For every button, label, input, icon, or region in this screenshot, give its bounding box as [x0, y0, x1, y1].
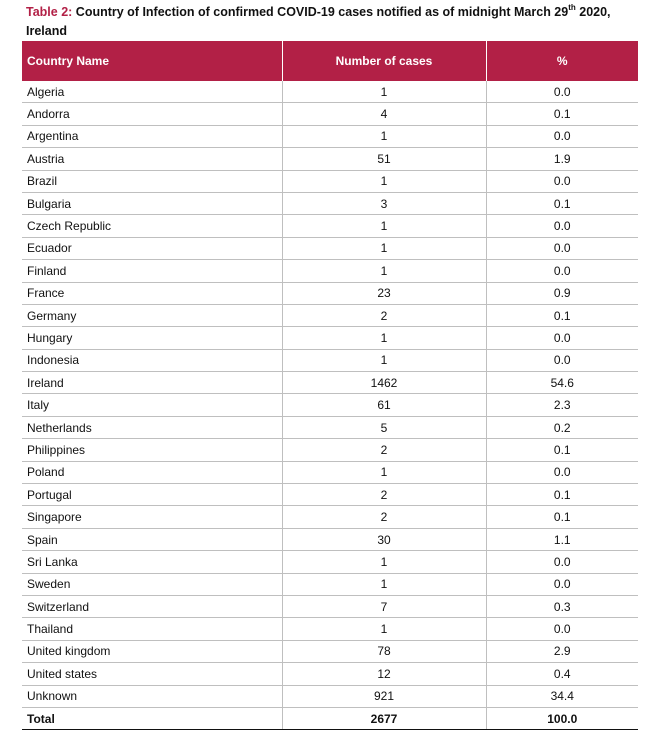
- table-row: [22, 551, 638, 573]
- cell-country-name: France: [22, 282, 282, 304]
- table-row: [22, 192, 638, 214]
- cell-number-of-cases: 4: [282, 103, 486, 125]
- cell-percent: 0.0: [486, 81, 638, 103]
- table-row: [22, 372, 638, 394]
- cell-country-name: Switzerland: [22, 595, 282, 617]
- cell-percent: 0.1: [486, 304, 638, 326]
- cell-number-of-cases: 1: [282, 125, 486, 147]
- table-row: [22, 103, 638, 125]
- cell-country-name: Ecuador: [22, 237, 282, 259]
- total-label: Total: [22, 707, 282, 729]
- cell-percent: 0.0: [486, 618, 638, 640]
- cell-number-of-cases: 51: [282, 148, 486, 170]
- cell-number-of-cases: 1: [282, 551, 486, 573]
- cell-percent: 0.0: [486, 551, 638, 573]
- cell-country-name: Andorra: [22, 103, 282, 125]
- cell-country-name: Philippines: [22, 439, 282, 461]
- cell-number-of-cases: 2: [282, 439, 486, 461]
- cell-country-name: Portugal: [22, 484, 282, 506]
- cell-number-of-cases: 3: [282, 192, 486, 214]
- cases-table: [22, 41, 638, 730]
- cell-country-name: Germany: [22, 304, 282, 326]
- total-row: [22, 707, 638, 729]
- table-caption-label: Table 2:: [26, 5, 73, 19]
- cell-number-of-cases: 23: [282, 282, 486, 304]
- table-caption: [26, 3, 638, 41]
- cell-percent: 0.0: [486, 327, 638, 349]
- table-row: [22, 618, 638, 640]
- cell-country-name: Austria: [22, 148, 282, 170]
- table-row: [22, 595, 638, 617]
- cell-percent: 0.1: [486, 439, 638, 461]
- cell-number-of-cases: 1: [282, 327, 486, 349]
- cell-percent: 1.1: [486, 528, 638, 550]
- cell-percent: 2.9: [486, 640, 638, 662]
- cell-percent: 2.3: [486, 394, 638, 416]
- cell-percent: 0.9: [486, 282, 638, 304]
- cell-country-name: Czech Republic: [22, 215, 282, 237]
- cell-country-name: Argentina: [22, 125, 282, 147]
- header-percent: %: [486, 41, 638, 81]
- table-row: [22, 215, 638, 237]
- cell-country-name: Algeria: [22, 81, 282, 103]
- cell-number-of-cases: 78: [282, 640, 486, 662]
- table-row: [22, 394, 638, 416]
- cell-number-of-cases: 1: [282, 461, 486, 483]
- cell-country-name: Unknown: [22, 685, 282, 707]
- cell-number-of-cases: 921: [282, 685, 486, 707]
- cell-number-of-cases: 2: [282, 506, 486, 528]
- cell-percent: 0.0: [486, 215, 638, 237]
- cell-number-of-cases: 1: [282, 237, 486, 259]
- cell-number-of-cases: 1: [282, 618, 486, 640]
- cell-country-name: Hungary: [22, 327, 282, 349]
- table-row: [22, 573, 638, 595]
- table-row: [22, 685, 638, 707]
- cell-number-of-cases: 2: [282, 304, 486, 326]
- cell-number-of-cases: 1: [282, 349, 486, 371]
- cell-number-of-cases: 1: [282, 260, 486, 282]
- cell-country-name: United states: [22, 663, 282, 685]
- cell-country-name: Brazil: [22, 170, 282, 192]
- cell-percent: 34.4: [486, 685, 638, 707]
- cell-percent: 0.0: [486, 461, 638, 483]
- cell-percent: 0.1: [486, 506, 638, 528]
- cell-country-name: Sweden: [22, 573, 282, 595]
- total-percent: 100.0: [486, 707, 638, 729]
- table-body: [22, 81, 638, 730]
- table-row: [22, 461, 638, 483]
- cell-number-of-cases: 1: [282, 81, 486, 103]
- cell-percent: 54.6: [486, 372, 638, 394]
- cell-country-name: Thailand: [22, 618, 282, 640]
- cell-country-name: Poland: [22, 461, 282, 483]
- table-caption-superscript: th: [568, 2, 576, 12]
- table-row: [22, 640, 638, 662]
- cell-number-of-cases: 61: [282, 394, 486, 416]
- cell-number-of-cases: 1: [282, 215, 486, 237]
- cell-country-name: Ireland: [22, 372, 282, 394]
- table-row: [22, 663, 638, 685]
- table-row: [22, 125, 638, 147]
- header-country-name: Country Name: [22, 41, 282, 81]
- table-header: [22, 41, 638, 81]
- table-caption-text: Country of Infection of confirmed COVID-19 cases notified as of midnight March 29: [72, 5, 569, 19]
- header-row: [22, 41, 638, 81]
- cell-number-of-cases: 1462: [282, 372, 486, 394]
- cell-country-name: Indonesia: [22, 349, 282, 371]
- table-row: [22, 349, 638, 371]
- cell-percent: 0.0: [486, 349, 638, 371]
- table-row: [22, 81, 638, 103]
- cell-percent: 0.0: [486, 237, 638, 259]
- cell-percent: 0.0: [486, 260, 638, 282]
- table-row: [22, 304, 638, 326]
- total-cases: 2677: [282, 707, 486, 729]
- cell-country-name: Sri Lanka: [22, 551, 282, 573]
- table-row: [22, 484, 638, 506]
- table-row: [22, 260, 638, 282]
- table-row: [22, 327, 638, 349]
- cell-number-of-cases: 30: [282, 528, 486, 550]
- cell-number-of-cases: 1: [282, 573, 486, 595]
- cell-percent: 0.1: [486, 192, 638, 214]
- table-row: [22, 528, 638, 550]
- cell-country-name: Finland: [22, 260, 282, 282]
- cell-country-name: Bulgaria: [22, 192, 282, 214]
- table-row: [22, 439, 638, 461]
- table-row: [22, 170, 638, 192]
- cell-number-of-cases: 2: [282, 484, 486, 506]
- table-caption-text-end: 2020, Ireland: [26, 5, 611, 38]
- cell-percent: 0.0: [486, 573, 638, 595]
- cell-number-of-cases: 12: [282, 663, 486, 685]
- cell-number-of-cases: 5: [282, 416, 486, 438]
- table-row: [22, 237, 638, 259]
- cell-country-name: Spain: [22, 528, 282, 550]
- cell-country-name: Italy: [22, 394, 282, 416]
- cell-percent: 0.0: [486, 125, 638, 147]
- cell-percent: 0.3: [486, 595, 638, 617]
- cell-percent: 0.4: [486, 663, 638, 685]
- table-row: [22, 148, 638, 170]
- cell-number-of-cases: 1: [282, 170, 486, 192]
- cell-number-of-cases: 7: [282, 595, 486, 617]
- table-row: [22, 416, 638, 438]
- cell-percent: 1.9: [486, 148, 638, 170]
- cell-percent: 0.2: [486, 416, 638, 438]
- cell-percent: 0.0: [486, 170, 638, 192]
- header-number-of-cases: Number of cases: [282, 41, 486, 81]
- cell-percent: 0.1: [486, 103, 638, 125]
- table-row: [22, 506, 638, 528]
- cell-country-name: Netherlands: [22, 416, 282, 438]
- cell-country-name: United kingdom: [22, 640, 282, 662]
- table-row: [22, 282, 638, 304]
- cell-country-name: Singapore: [22, 506, 282, 528]
- cell-percent: 0.1: [486, 484, 638, 506]
